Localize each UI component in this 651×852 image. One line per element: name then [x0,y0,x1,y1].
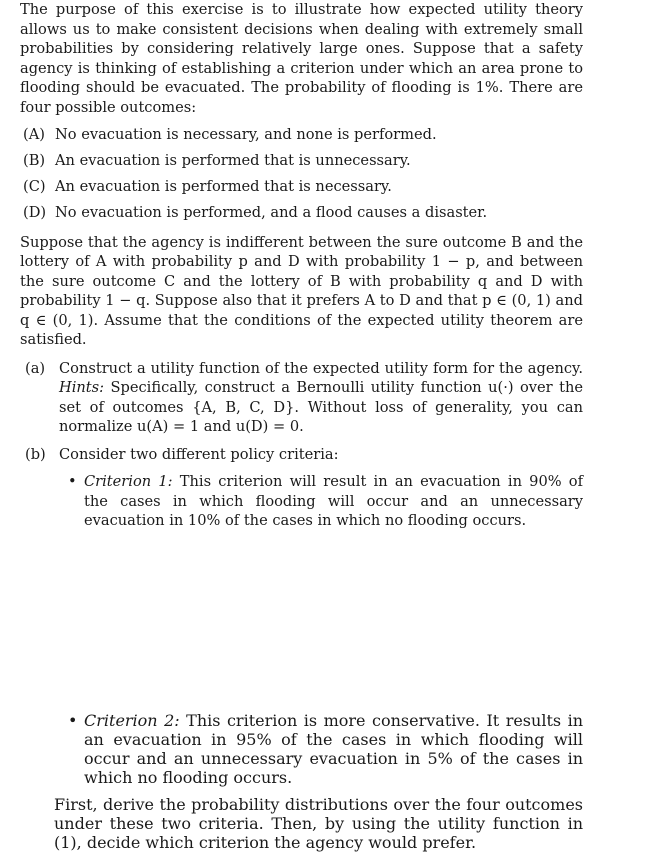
exercise-page [20,0,583,531]
criterion-1-item [54,472,583,531]
outcome-text: No evacuation is necessary, and none is performed. [55,126,437,143]
outcome-a [23,125,583,145]
criterion-1-text: This criterion will result in an evacuation in 90% of the cases in which flooding will occur and an unnecessary evacuation in 10% of the cases in which no flooding occurs. [84,473,583,529]
bullet-icon: • [68,711,78,730]
outcome-label: (D) [23,204,47,221]
part-a-body [59,359,583,437]
outcome-text: An evacuation is performed that is necessary. [55,178,392,195]
part-a [20,359,583,437]
part-b-text: Consider two different policy criteria: [59,445,339,463]
outcome-label: (C) [23,178,46,195]
assumptions-paragraph: Suppose that the agency is indifferent between the sure outcome B and the lottery of A with probability p and D with probability 1 − p, and between the sure outcome C and the lottery of B with probability q and D with probability 1 − q. Suppose also that it prefers A to D and that p ∈ (0, 1) and q ∈ (0, 1). Assume that the conditions of the expected utility theorem are satisfied. [20,233,583,348]
outcome-d [23,203,583,223]
intro-paragraph: The purpose of this exercise is to illustrate how expected utility theory allows us to make consistent decisions when dealing with extremely small probabilities by considering relatively large ones. Suppose that a safety agency is thinking of establishing a criterion under which an area prone to flooding should be evacuated. The probability of flooding is 1%. There are four possible outcomes: [20,1,583,116]
outcome-list [20,125,583,223]
outcome-label: (B) [23,152,46,169]
part-a-hint-text: Specifically, construct a Bernoulli utility function u(·) over the set of outcomes {A, B, C, D}. Without loss of generality, you can normalize u(A) = 1 and u(D) = 0. [59,379,584,435]
part-b-label: (b) [25,445,46,463]
criterion-1-name: Criterion 1: [84,473,173,490]
criterion-2-text: This criterion is more conservative. It results in an evacuation in 95% of the cases in which flooding will occur and an unnecessary evacuation in 5% of the cases in which no flooding occurs. [84,711,583,787]
question-parts [20,359,583,531]
part-b [20,445,583,465]
followup-paragraph: First, derive the probability distributions over the four outcomes under these two criteria. Then, by using the utility function in (1), decide which criterion the agency would prefer. [54,795,583,852]
part-a-text: Construct a utility function of the expected utility form for the agency. [59,359,583,377]
criterion-1-body [84,472,583,531]
outcome-c [23,177,583,197]
outcome-b [23,151,583,171]
part-a-hint-label: Hints: [59,379,105,396]
criterion-2-section [54,711,583,852]
bullet-icon: • [68,473,77,490]
criterion-2-body [84,711,583,787]
criterion-2-item [54,711,583,787]
criterion-2-name: Criterion 2: [84,711,180,730]
outcome-text: An evacuation is performed that is unnecessary. [55,152,411,169]
outcome-label: (A) [23,126,45,143]
part-a-label: (a) [25,359,46,377]
outcome-text: No evacuation is performed, and a flood causes a disaster. [55,204,488,221]
